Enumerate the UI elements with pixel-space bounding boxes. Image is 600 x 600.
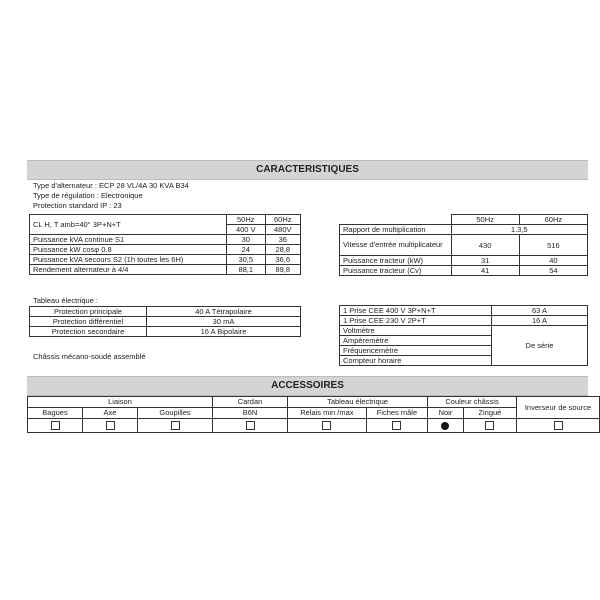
table-row: Puissance kVA continue S1 30 36 bbox=[30, 235, 301, 245]
volt-400: 400 V bbox=[227, 225, 266, 235]
group-couleur: Couleur châssis bbox=[428, 397, 517, 408]
checkbox-goupilles[interactable] bbox=[171, 421, 180, 430]
volt-480: 480V bbox=[265, 225, 301, 235]
group-liaison: Liaison bbox=[28, 397, 213, 408]
table-row: Fréquencemètre bbox=[340, 346, 588, 356]
checkbox-fiches[interactable] bbox=[392, 421, 401, 430]
regulation-type: Type de régulation : Electronique bbox=[33, 191, 143, 200]
standard-dot-icon bbox=[441, 422, 449, 430]
table-row: Puissance tracteur (kW) 31 40 bbox=[340, 256, 588, 266]
protection-ip: Protection standard IP : 23 bbox=[33, 201, 122, 210]
table-row: Rendement alternateur à 4/4 88,1 89,8 bbox=[30, 265, 301, 275]
checkbox-b6n[interactable] bbox=[246, 421, 255, 430]
table-row: 1 Prise CEE 400 V 3P+N+T 63 A bbox=[340, 306, 588, 316]
protection-table bbox=[29, 306, 301, 337]
table-row: Puissance tracteur (Cv) 41 54 bbox=[340, 266, 588, 276]
accessories-table: Liaison Cardan Tableau électrique Couleur châssis Inverseur de source Bagues Axe Goupilles B6N Relais min /max Fiches mâle Noir Zingué bbox=[27, 396, 600, 433]
group-tableau: Tableau électrique bbox=[288, 397, 428, 408]
table-row: 1 Prise CEE 230 V 2P+T 16 A bbox=[340, 316, 588, 326]
accessoires-title: ACCESSOIRES bbox=[27, 376, 588, 396]
checkbox-zingue[interactable] bbox=[485, 421, 494, 430]
freq-60: 60Hz bbox=[519, 215, 587, 225]
table-row: Protection principale 40 A Tétrapolaire bbox=[30, 307, 301, 317]
freq-60: 60Hz bbox=[265, 215, 301, 225]
table-row: Rapport de multiplication 1.3,5 bbox=[340, 225, 588, 235]
alternator-spec-table bbox=[29, 214, 301, 275]
checkbox-relais[interactable] bbox=[322, 421, 331, 430]
tractor-spec-table bbox=[339, 214, 588, 276]
freq-50: 50Hz bbox=[451, 215, 519, 225]
table-row: Voltmètre De série bbox=[340, 326, 588, 336]
freq-50: 50Hz bbox=[227, 215, 266, 225]
outlets-table bbox=[339, 305, 588, 366]
checkbox-bagues[interactable] bbox=[51, 421, 60, 430]
conditions-label: CL H, T amb=40° 3P+N+T bbox=[30, 215, 227, 235]
table-row: Compteur horaire bbox=[340, 356, 588, 366]
checkbox-inverseur[interactable] bbox=[554, 421, 563, 430]
table-row: Puissance kW cosφ 0.8 24 28,8 bbox=[30, 245, 301, 255]
table-row: Protection différentiel 30 mA bbox=[30, 317, 301, 327]
table-row: Ampèremètre bbox=[340, 336, 588, 346]
group-inverseur: Inverseur de source bbox=[517, 397, 600, 419]
checkbox-axe[interactable] bbox=[106, 421, 115, 430]
caracteristiques-title: CARACTERISTIQUES bbox=[27, 160, 588, 180]
group-cardan: Cardan bbox=[213, 397, 288, 408]
table-row: Puissance kVA secours S2 (1h toutes les 6H) 30,5 36,6 bbox=[30, 255, 301, 265]
table-row: Protection secondaire 16 A Bipolaire bbox=[30, 327, 301, 337]
tableau-title: Tableau électrique : bbox=[33, 296, 99, 305]
instruments-value: De série bbox=[492, 326, 588, 366]
alternator-type: Type d'alternateur : ECP 28 VL/4A 30 KVA B34 bbox=[33, 181, 189, 190]
table-row: Vitesse d'entrée multiplicateur 430 516 bbox=[340, 235, 588, 256]
chassis-note: Châssis mécano-soudé assemblé bbox=[33, 352, 146, 361]
